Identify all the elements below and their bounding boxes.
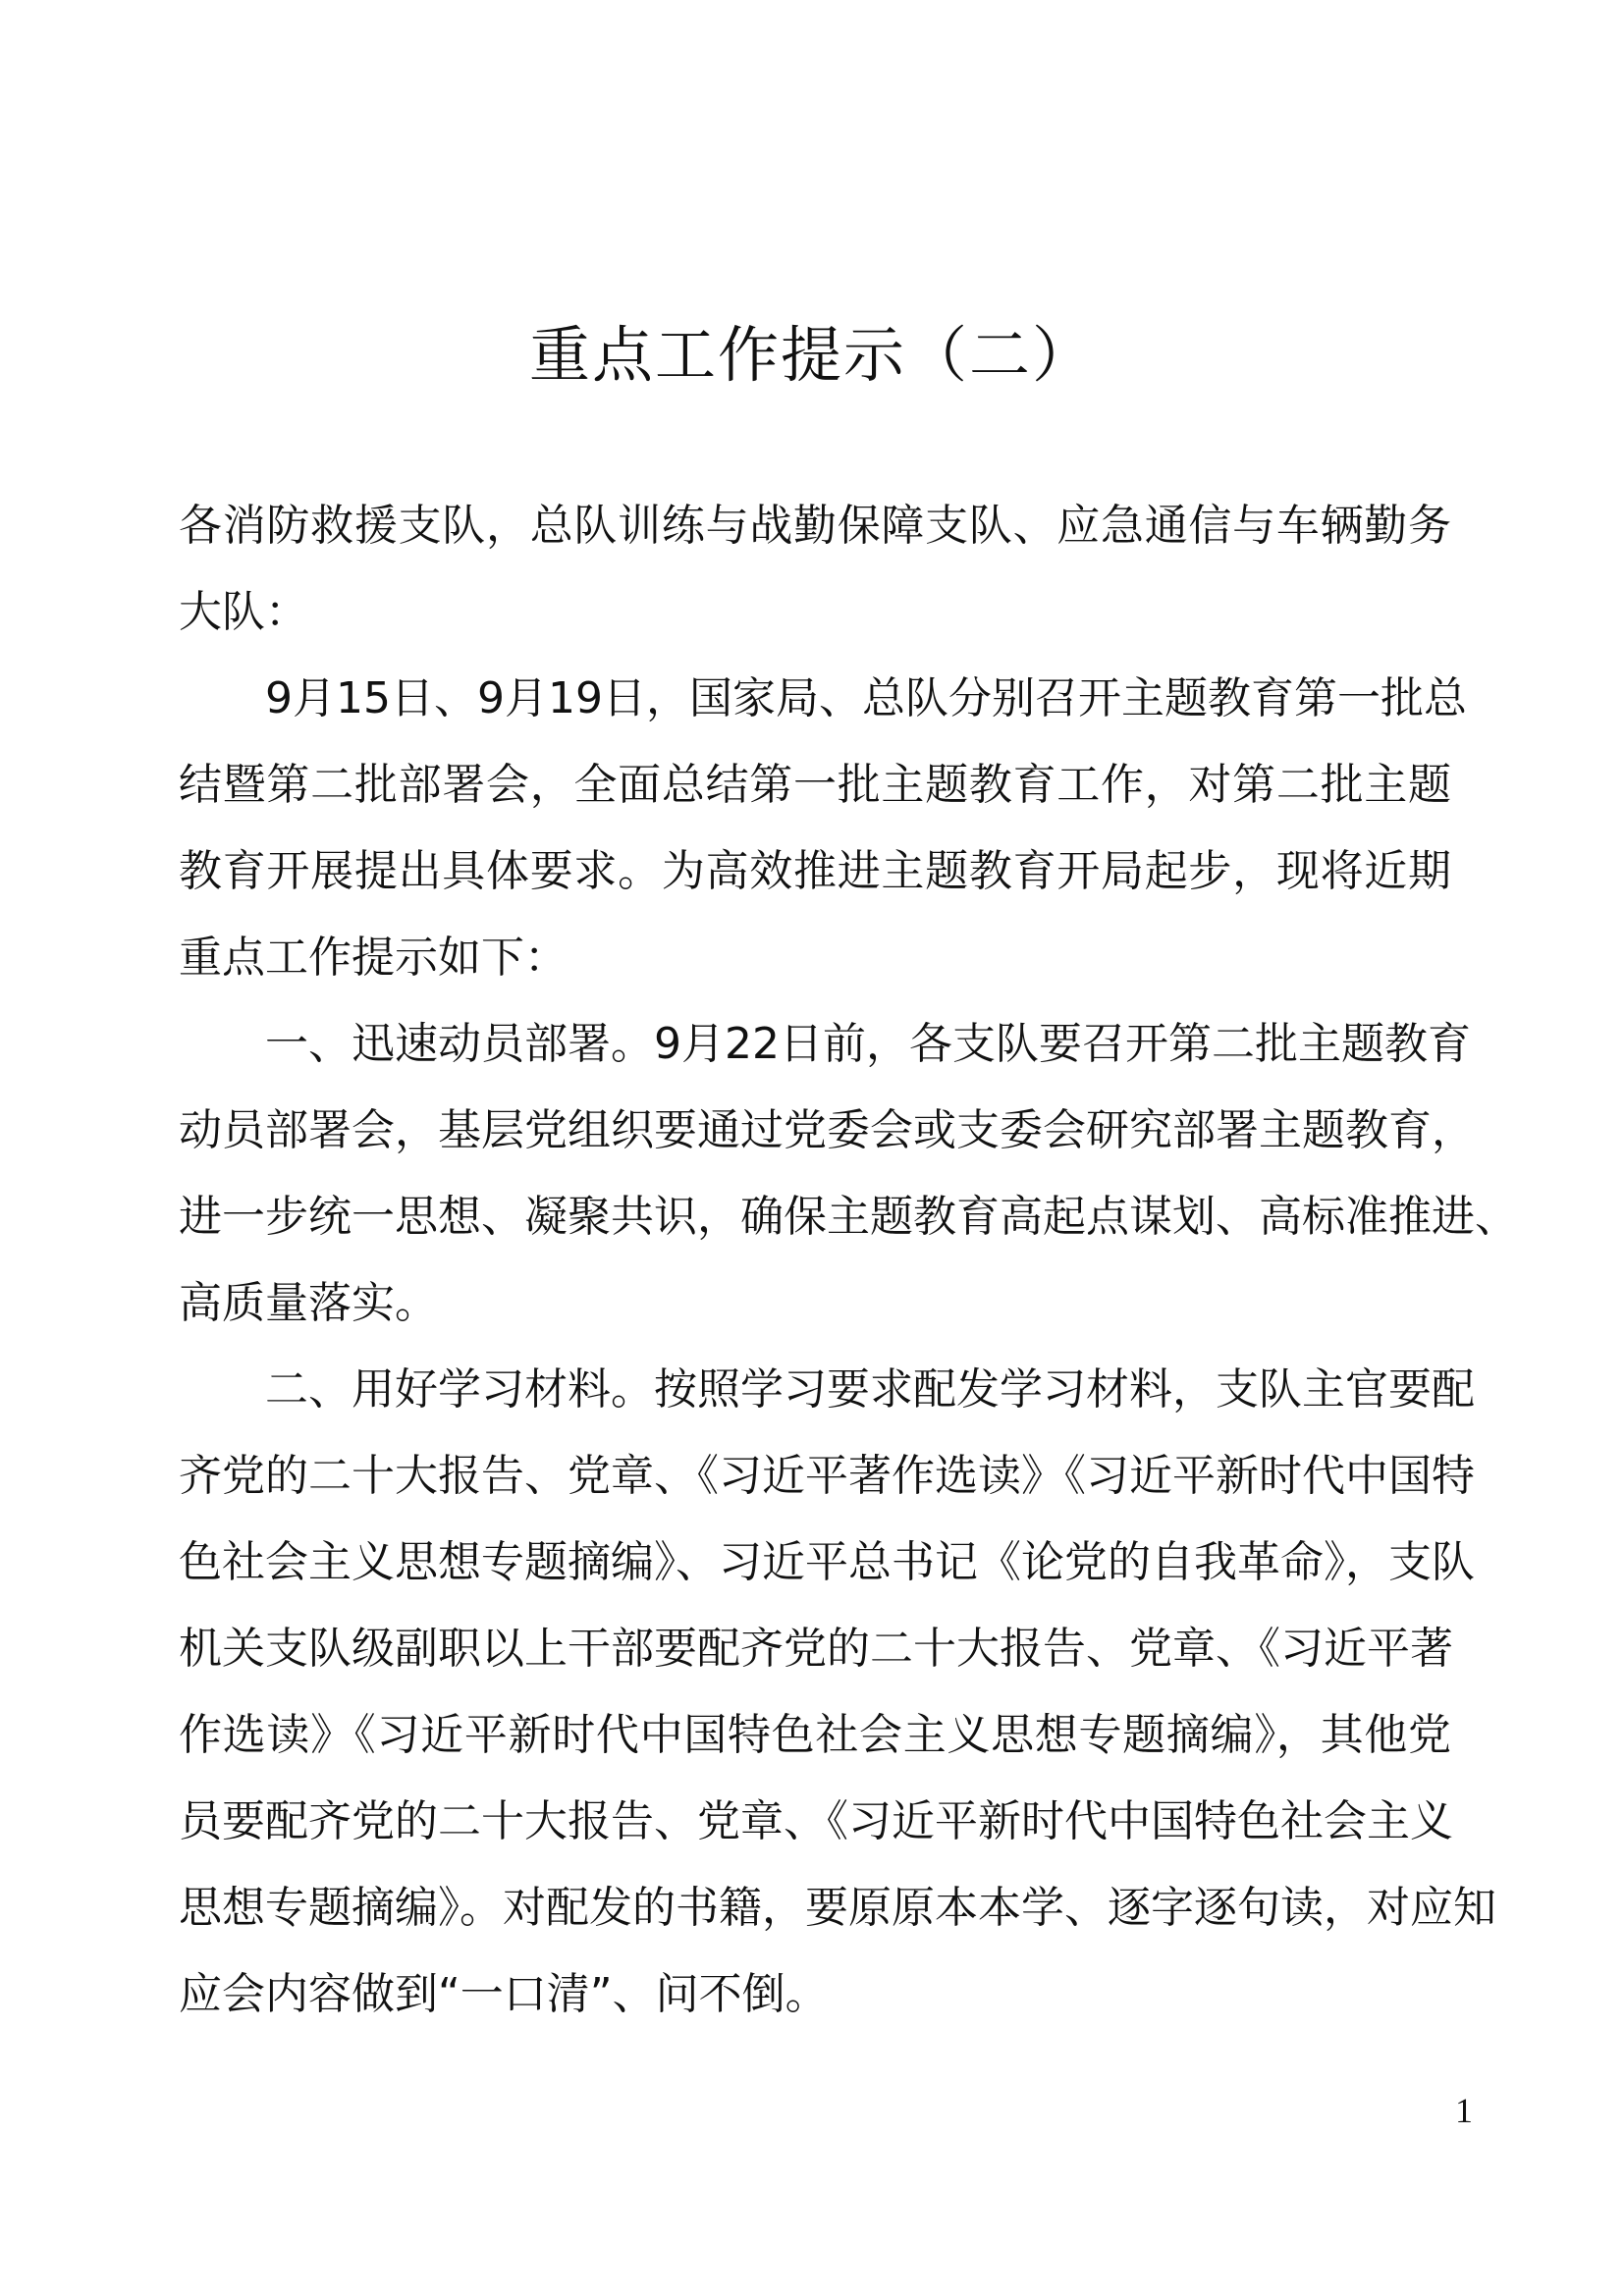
addressee: [179, 483, 1451, 656]
paragraph-line: 二、用好学习材料。按照学习要求配发学习材料，支队主官要配: [265, 1364, 1475, 1415]
paragraph-item-2: [179, 1347, 1496, 2038]
paragraph-line: 思想专题摘编》。对配发的书籍，要原原本本学、逐字逐句读，对应知: [179, 1883, 1496, 1933]
paragraph-line: 进一步统一思想、凝聚共识，确保主题教育高起点谋划、高标准推进、: [179, 1192, 1518, 1242]
paragraph-line: 动员部署会，基层党组织要通过党委会或支委会研究部署主题教育，: [179, 1105, 1475, 1155]
paragraph-line: 应会内容做到“一口清”、问不倒。: [179, 1969, 829, 2019]
page-number: 1: [1455, 2091, 1473, 2130]
paragraph-line: 员要配齐党的二十大报告、党章、《习近平新时代中国特色社会主义: [179, 1796, 1453, 1846]
paragraph-line: 色社会主义思想专题摘编》、习近平总书记《论党的自我革命》，支队: [179, 1537, 1475, 1587]
document-title: 重点工作提示（二）: [528, 319, 1095, 391]
paragraph-item-1: [179, 1001, 1518, 1347]
paragraph-line: 高质量落实。: [179, 1278, 438, 1328]
document-body: [179, 483, 1518, 2038]
addressee-line: 各消防救援支队，总队训练与战勤保障支队、应急通信与车辆勤务: [179, 501, 1451, 551]
addressee-line: 大队：: [179, 587, 308, 637]
paragraph-line: 机关支队级副职以上干部要配齐党的二十大报告、党章、《习近平著: [179, 1624, 1453, 1674]
paragraph-line: 9月15日、9月19日，国家局、总队分别召开主题教育第一批总: [265, 673, 1467, 723]
paragraph-intro: [179, 656, 1467, 1001]
paragraph-line: 教育开展提出具体要求。为高效推进主题教育开局起步，现将近期: [179, 846, 1451, 896]
paragraph-line: 齐党的二十大报告、党章、《习近平著作选读》《习近平新时代中国特: [179, 1451, 1475, 1501]
paragraph-line: 结暨第二批部署会，全面总结第一批主题教育工作，对第二批主题: [179, 760, 1451, 810]
paragraph-line: 一、迅速动员部署。9月22日前，各支队要召开第二批主题教育: [265, 1019, 1471, 1069]
paragraph-line: 作选读》《习近平新时代中国特色社会主义思想专题摘编》，其他党: [179, 1710, 1451, 1760]
paragraph-line: 重点工作提示如下：: [179, 933, 568, 983]
